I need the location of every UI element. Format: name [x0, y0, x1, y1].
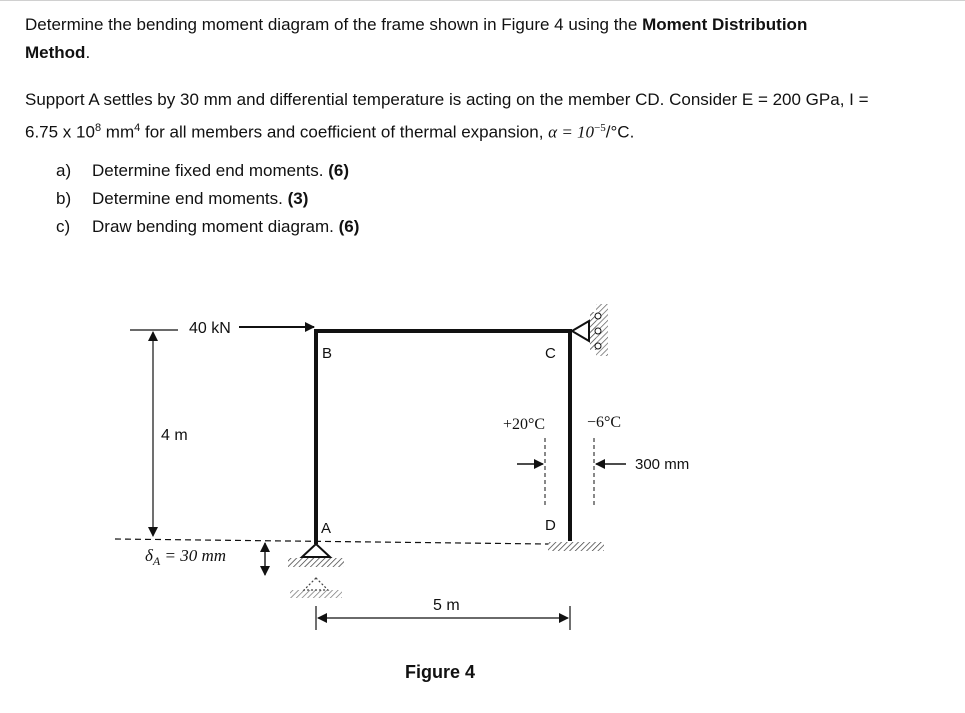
- settlement-value: = 30 mm: [160, 546, 227, 565]
- temperature-outside-label: −6°C: [587, 414, 622, 431]
- settlement-label: [145, 546, 226, 568]
- list-text: Determine end moments.: [92, 189, 288, 208]
- delta-subscript: A: [152, 554, 161, 568]
- fixed-support-d: [548, 542, 604, 551]
- method-name-bold-cont: Method: [25, 43, 86, 62]
- frame-members: [316, 331, 570, 544]
- node-a-label: A: [321, 520, 332, 537]
- height-label: 4 m: [161, 427, 188, 444]
- method-name-bold: Moment Distribution: [642, 15, 808, 34]
- list-marker: c): [56, 217, 71, 236]
- list-marker: a): [56, 161, 72, 180]
- node-d-label: D: [545, 517, 556, 534]
- list-marks: (6): [338, 217, 360, 236]
- node-c-label: C: [545, 345, 556, 362]
- alpha-expression: α = 10: [548, 122, 595, 142]
- list-marks: (6): [328, 161, 349, 180]
- inertia-exponent: 8: [94, 122, 102, 134]
- list-marker: b): [56, 189, 72, 208]
- inertia-value: 6.75 x 10: [25, 122, 95, 142]
- period: .: [85, 43, 91, 62]
- alpha-unit: /°C.: [605, 122, 635, 142]
- inertia-unit: mm: [101, 122, 135, 142]
- question-text: Determine the bending moment diagram of the frame shown in Figure 4 using the: [25, 15, 643, 34]
- thermal-text: for all members and coefficient of thermal expansion,: [140, 122, 549, 142]
- list-text: Determine fixed end moments.: [92, 161, 329, 180]
- span-label: 5 m: [433, 597, 460, 614]
- temperature-inside-label: +20°C: [503, 416, 546, 433]
- pin-support-c: [572, 304, 608, 356]
- list-text: Draw bending moment diagram.: [92, 217, 339, 236]
- base-reference-line: [115, 539, 548, 544]
- load-label: 40 kN: [189, 320, 231, 337]
- delta-symbol: δ: [145, 546, 153, 565]
- pin-support-a: [288, 544, 344, 598]
- alpha-exponent: −5: [594, 122, 606, 134]
- figure-caption: Figure 4: [405, 662, 476, 682]
- node-b-label: B: [322, 345, 333, 362]
- inertia-unit-exponent: 4: [134, 122, 141, 134]
- list-marks: (3): [287, 189, 309, 208]
- depth-label: 300 mm: [635, 456, 690, 473]
- settlement-text: Support A settles by 30 mm and differential temperature is acting on the member CD. Consider E = 200 GPa, I =: [25, 90, 869, 109]
